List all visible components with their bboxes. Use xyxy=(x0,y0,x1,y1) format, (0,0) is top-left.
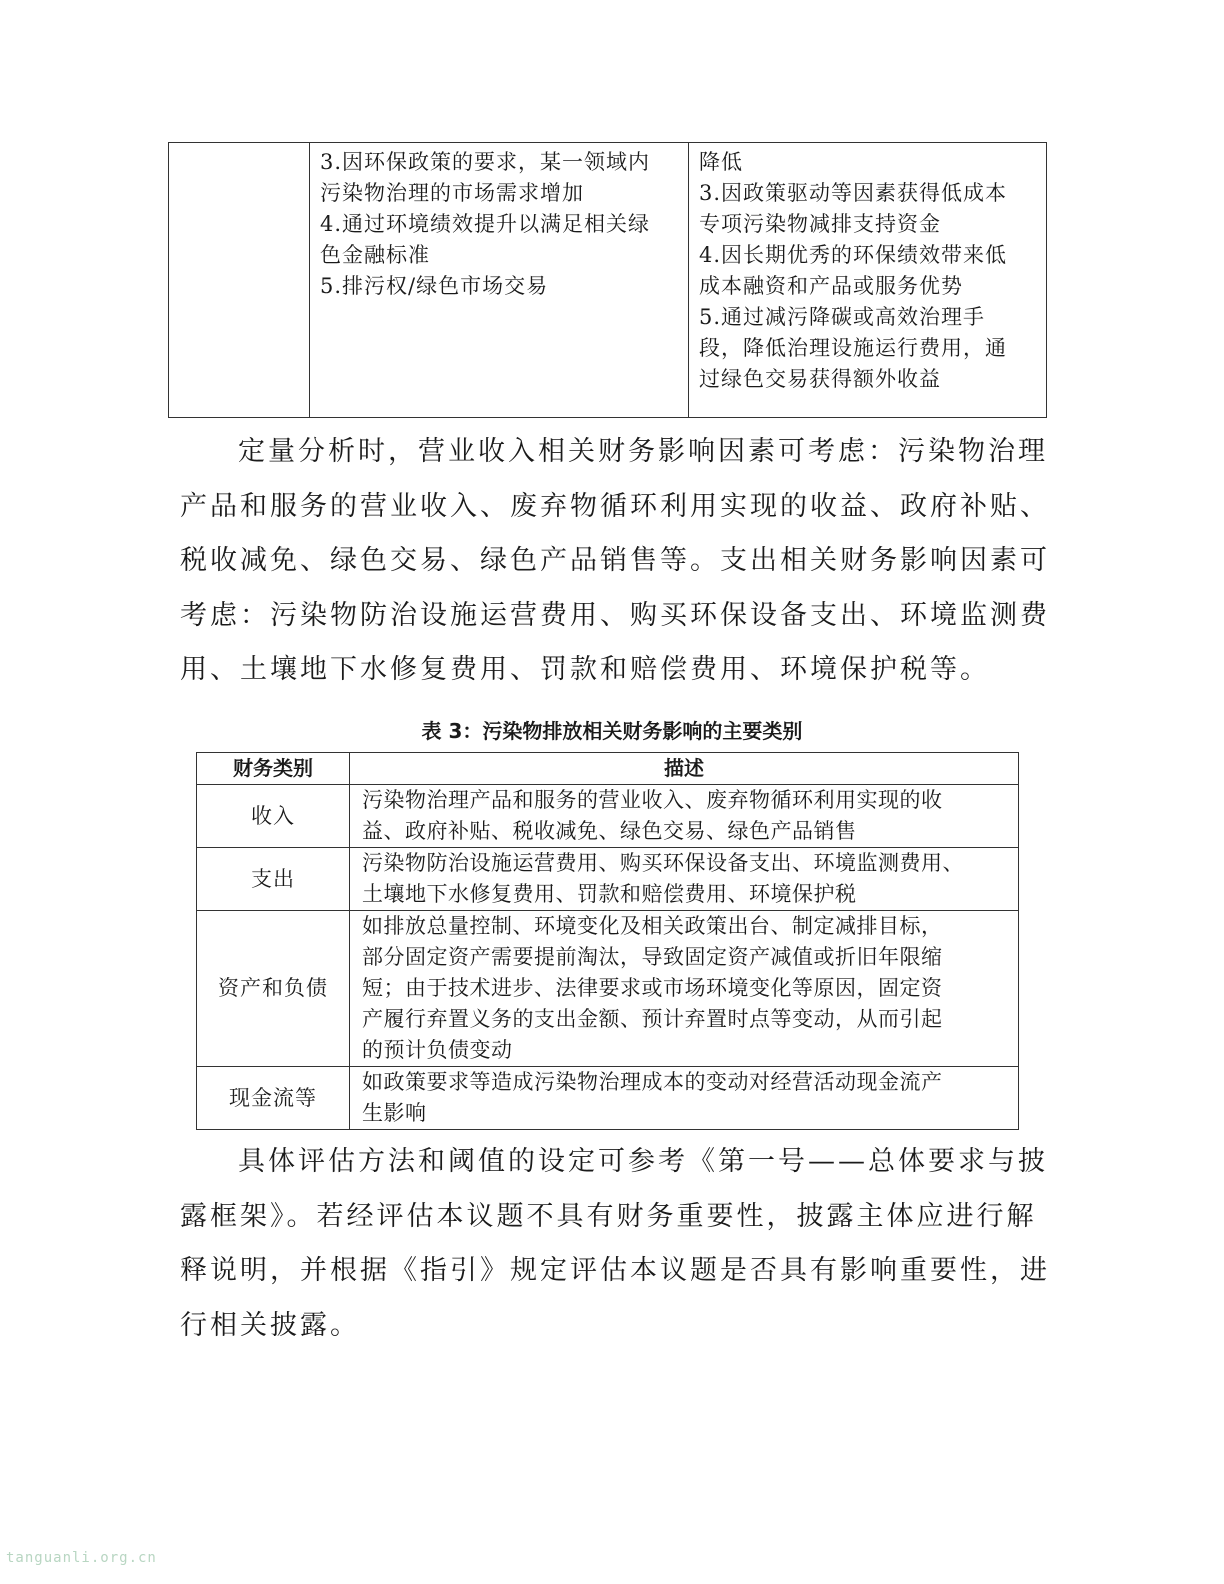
text-line: 污染物治理产品和服务的营业收入、废弃物循环利用实现的收 xyxy=(362,788,943,812)
table-row xyxy=(197,1067,1019,1130)
text-line: 具体评估方法和阈值的设定可参考《第一号——总体要求与披 xyxy=(238,1146,1048,1177)
description-cell xyxy=(350,1067,1019,1130)
text-line: 污染物防治设施运营费用、购买环保设备支出、环境监测费用、 xyxy=(362,851,964,875)
text-line: 露框架》。若经评估本议题不具有财务重要性，披露主体应进行解 xyxy=(180,1200,1037,1232)
text-line: 3.因环保政策的要求，某一领域内 xyxy=(320,150,651,174)
table-cell-col3 xyxy=(689,143,1047,418)
text-line: 4.通过环境绩效提升以满足相关绿 xyxy=(320,212,651,236)
text-line: 过绿色交易获得额外收益 xyxy=(699,367,941,391)
text-line: 定量分析时，营业收入相关财务影响因素可考虑：污染物治理 xyxy=(238,436,1048,467)
description-cell xyxy=(350,785,1019,848)
category-cell: 支出 xyxy=(197,848,350,911)
text-line: 部分固定资产需要提前淘汰，导致固定资产减值或折旧年限缩 xyxy=(362,945,943,969)
column-header-category: 财务类别 xyxy=(197,753,350,785)
text-line: 生影响 xyxy=(362,1101,427,1125)
table-row xyxy=(197,785,1019,848)
text-line: 色金融标准 xyxy=(320,243,430,267)
text-line: 考虑：污染物防治设施运营费用、购买环保设备支出、环境监测费 xyxy=(180,599,1050,631)
text-line: 降低 xyxy=(699,150,743,174)
table-cell-col2 xyxy=(310,143,689,418)
text-line: 释说明，并根据《指引》规定评估本议题是否具有影响重要性，进 xyxy=(180,1255,1050,1286)
text-line: 土壤地下水修复费用、罚款和赔偿费用、环境保护税 xyxy=(362,882,857,906)
text-line: 的预计负债变动 xyxy=(362,1038,513,1062)
text-line: 3.因政策驱动等因素获得低成本 xyxy=(699,181,1008,205)
table-row xyxy=(197,848,1019,911)
paragraph-quantitative-analysis xyxy=(180,425,1050,698)
column-header-description: 描述 xyxy=(350,753,1019,785)
text-line: 5.排污权/绿色市场交易 xyxy=(320,274,549,298)
description-cell xyxy=(350,911,1019,1067)
table-caption: 表 3：污染物排放相关财务影响的主要类别 xyxy=(421,719,803,743)
text-line: 用、土壤地下水修复费用、罚款和赔偿费用、环境保护税等。 xyxy=(180,654,990,685)
text-line: 税收减免、绿色交易、绿色产品销售等。支出相关财务影响因素可 xyxy=(180,545,1050,576)
text-line: 5.通过减污降碳或高效治理手 xyxy=(699,305,986,329)
text-line: 段，降低治理设施运行费用，通 xyxy=(699,336,1007,360)
continued-table xyxy=(168,142,1047,418)
text-line: 专项污染物减排支持资金 xyxy=(699,212,941,236)
watermark: tanguanli.org.cn xyxy=(6,1550,157,1566)
description-cell xyxy=(350,848,1019,911)
text-line: 如政策要求等造成污染物治理成本的变动对经营活动现金流产 xyxy=(362,1070,943,1094)
text-line: 污染物治理的市场需求增加 xyxy=(320,181,584,205)
table-cell-col1 xyxy=(169,143,310,418)
category-cell: 现金流等 xyxy=(197,1067,350,1130)
table-row xyxy=(197,911,1019,1067)
text-line: 4.因长期优秀的环保绩效带来低 xyxy=(699,243,1008,267)
paragraph-assessment-reference xyxy=(180,1135,1050,1353)
table-row xyxy=(169,143,1047,418)
category-cell: 收入 xyxy=(197,785,350,848)
text-line: 成本融资和产品或服务优势 xyxy=(699,274,963,298)
text-line: 产品和服务的营业收入、废弃物循环利用实现的收益、政府补贴、 xyxy=(180,490,1050,522)
text-line: 行相关披露。 xyxy=(180,1309,360,1341)
text-line: 如排放总量控制、环境变化及相关政策出台、制定减排目标， xyxy=(362,914,943,938)
text-line: 短；由于技术进步、法律要求或市场环境变化等原因，固定资 xyxy=(362,976,943,1000)
table-header-row xyxy=(197,753,1019,785)
financial-impact-table xyxy=(196,752,1019,1130)
text-line: 产履行弃置义务的支出金额、预计弃置时点等变动，从而引起 xyxy=(362,1007,943,1031)
text-line: 益、政府补贴、税收减免、绿色交易、绿色产品销售 xyxy=(362,819,857,843)
category-cell: 资产和负债 xyxy=(197,911,350,1067)
